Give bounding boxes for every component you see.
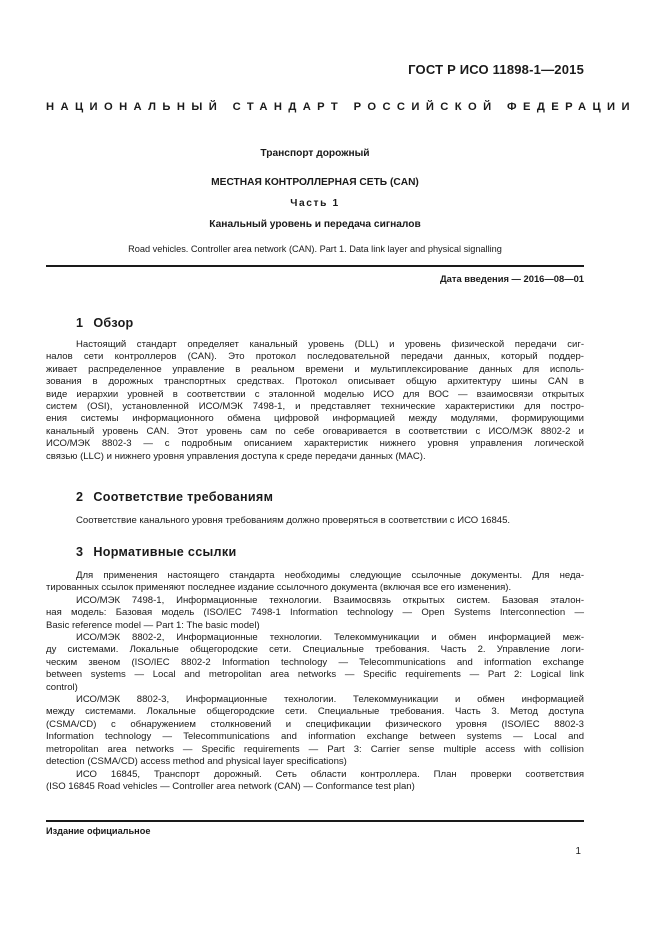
section-3-body	[46, 570, 584, 793]
text-line: ду системами. Локальные общегородские сети. Специальные требования. Часть 2. Управление логи-	[46, 644, 584, 656]
text-line: control)	[46, 681, 78, 693]
text-line: зования в дорожных транспортных средствах. Протокол описывает общую архитектуру шины CAN в	[46, 376, 584, 388]
official-edition-label: Издание официальное	[46, 826, 151, 836]
text-line: (ISO 16845 Road vehicles — Controller area network (CAN) — Conformance test plan)	[46, 780, 415, 792]
reference-item: ИСО/МЭК 8802-3, Информационные технологии. Телекоммуникации и обмен информацией	[76, 694, 584, 706]
standard-number: ГОСТ Р ИСО 11898-1—2015	[408, 62, 584, 77]
title-divider	[46, 265, 584, 267]
text-line: between systems — Local and metropolitan area networks — Specific requirements — Part 2: Logical link	[46, 669, 584, 681]
section-number: 2	[76, 490, 84, 504]
document-title: МЕСТНАЯ КОНТРОЛЛЕРНАЯ СЕТЬ (CAN)	[211, 177, 419, 188]
text-line: Basic reference model — Part 1: The basic model)	[46, 619, 260, 631]
section-1-body	[46, 339, 584, 463]
text-line: Настоящий стандарт определяет канальный уровень (DLL) и уровень физической передачи сиг-	[76, 339, 584, 350]
text-line: Для применения настоящего стандарта необходимы следующие ссылочные документы. Для неда-	[76, 570, 584, 581]
national-standard-banner: НАЦИОНАЛЬНЫЙ СТАНДАРТ РОССИЙСКОЙ ФЕДЕРАЦИИ	[46, 101, 636, 113]
text-line: живает распределенное управление в реальном времени и мультиплексирование данных для исполь-	[46, 363, 584, 375]
text-line: ения системы информационного обмена цифровой информацией между модулями, формирующими	[46, 413, 584, 425]
text-line: канальный уровень CAN. Этот уровень сам по себе оговаривается в соответствии с ИСО/МЭК 8802-2 и	[46, 425, 584, 437]
document-subject: Транспорт дорожный	[260, 148, 370, 159]
section-2-heading	[76, 490, 273, 504]
text-line: тированных ссылок применяют последнее издание ссылочного документа (включая все его изменения).	[46, 582, 512, 594]
section-3-heading	[76, 545, 237, 559]
document-subtitle: Канальный уровень и передача сигналов	[209, 219, 421, 230]
text-line: metropolitan area networks — Specific requirements — Part 3: Carrier sense multiple access with collision	[46, 743, 584, 755]
text-line: Information technology — Telecommunications and information exchange between systems — Local and	[46, 731, 584, 743]
text-line: между системами. Локальные общегородские сети. Специальные требования. Часть 3. Метод доступа	[46, 706, 584, 718]
text-line: систем (OSI), установленной ИСО/МЭК 7498-1, и представляет технические характеристики для постро-	[46, 401, 584, 413]
text-line: ИСО/МЭК 8802-3 — с подробным описанием характеристик нижнего уровня управления логической	[46, 438, 584, 450]
text-line: detection (CSMA/CD) access method and physical layer specifications)	[46, 756, 347, 768]
footer-divider	[46, 820, 584, 822]
document-part: Часть 1	[290, 198, 340, 209]
section-number: 3	[76, 545, 84, 559]
text-line: (CSMA/CD) с обнаружением столкновений и спецификации физического уровня (ISO/IEC 8802-3	[46, 718, 584, 730]
text-line: налов сети контроллеров (CAN). Это протокол последовательной передачи данных, который поддер-	[46, 351, 584, 363]
reference-item: ИСО/МЭК 7498-1, Информационные технологии. Взаимосвязь открытых систем. Базовая эталон-	[76, 594, 584, 606]
section-1-heading	[76, 316, 134, 330]
section-title: Обзор	[93, 316, 134, 330]
page-number: 1	[575, 846, 581, 857]
section-number: 1	[76, 316, 84, 330]
text-line: виде иерархии уровней в соответствии с эталонной моделью ИСО для ВОС — взаимосвязи открытых	[46, 388, 584, 400]
reference-item: ИСО/МЭК 8802-2, Информационные технологии. Телекоммуникации и обмен информацией меж-	[76, 632, 584, 644]
text-line: ная модель: Базовая модель (ISO/IEC 7498-1 Information technology — Open Systems Interconnection —	[46, 607, 584, 619]
section-title: Соответствие требованиям	[93, 490, 274, 504]
section-2-body	[46, 515, 584, 527]
text-line: связью (LLC) и нижнего уровня управления доступа к среде передачи данных (MAC).	[46, 450, 426, 462]
reference-item: ИСО 16845, Транспорт дорожный. Сеть области контроллера. План проверки соответствия	[76, 768, 584, 780]
section-title: Нормативные ссылки	[93, 545, 237, 559]
english-title: Road vehicles. Controller area network (CAN). Part 1. Data link layer and physical signalling	[128, 244, 502, 254]
introduction-date: Дата введения — 2016—08—01	[439, 273, 584, 284]
text-line: ческим звеном (ISO/IEC 8802-2 Information technology — Telecommunications and information exchange	[46, 656, 584, 668]
text-line: Соответствие канального уровня требованиям должно проверяться в соответствии с ИСО 16845.	[76, 515, 511, 526]
